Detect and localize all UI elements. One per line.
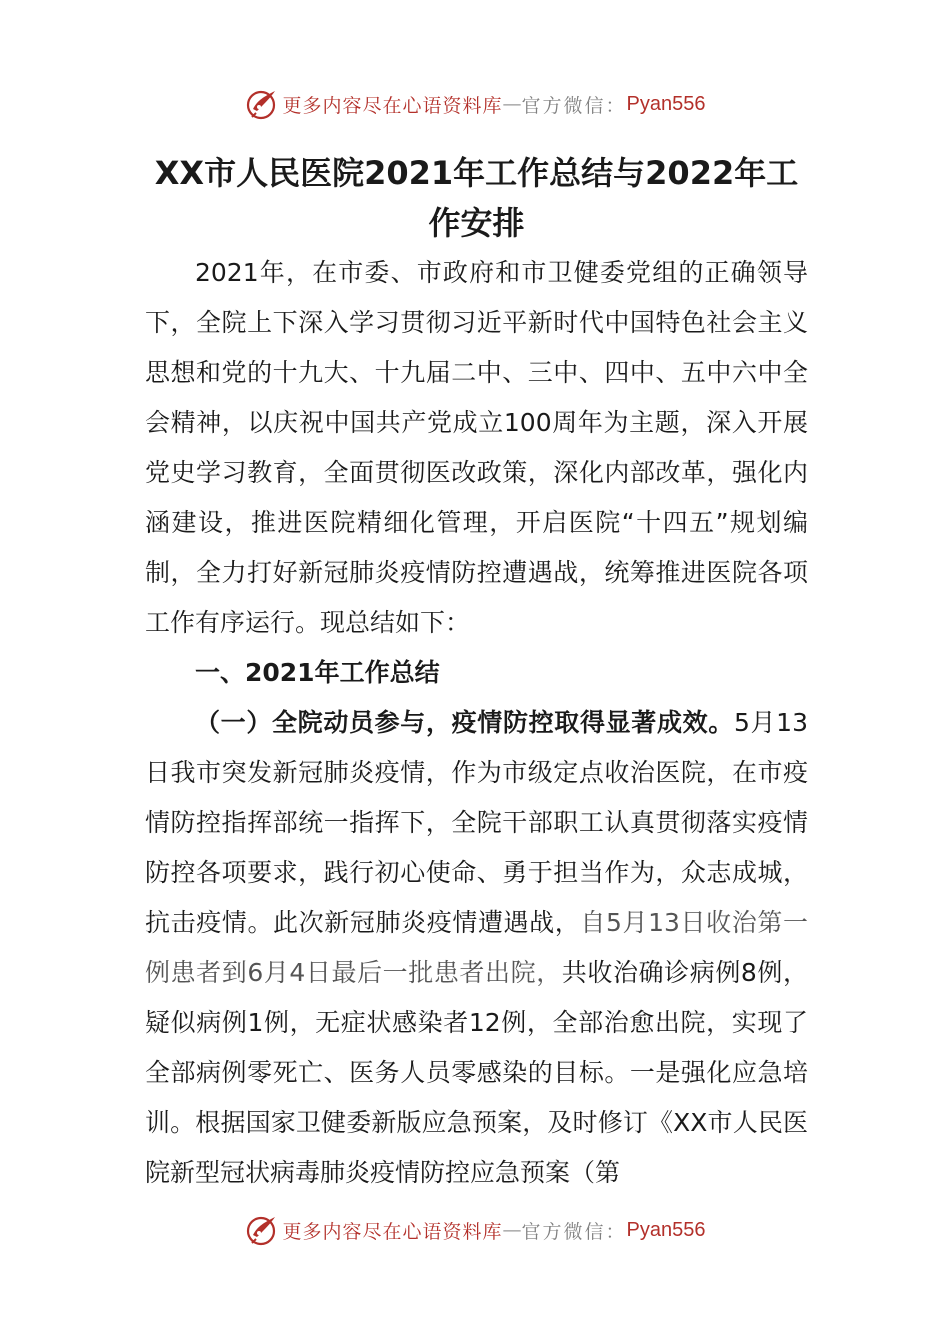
- watermark-wechat-id: Pyan556: [626, 92, 706, 115]
- watermark-separator: —: [502, 93, 522, 115]
- subsection-heading: （一）全院动员参与，疫情防控取得显著成效。: [195, 708, 734, 737]
- watermark-wechat-id: Pyan556: [626, 1218, 706, 1241]
- watermark-label: 官方微信：: [521, 94, 627, 117]
- footer-watermark: [0, 1210, 950, 1250]
- watermark-main-text: 更多内容尽在心语资料库: [282, 1220, 503, 1243]
- watermark-separator: —: [502, 1219, 522, 1241]
- intro-paragraph: 2021年，在市委、市政府和市卫健委党组的正确领导下，全院上下深入学习贯彻习近平新时代中国特色社会主义思想和党的十九大、十九届二中、三中、四中、五中六中全会精神，以庆祝中国共产党成立100周年为主题，深入开展党史学习教育，全面贯彻医改政策，深化内部改革，强化内涵建设，推进医院精细化管理，开启医院“十四五”规划编制，全力打好新冠肺炎疫情防控遭遇战，统筹推进医院各项工作有序运行。现总结如下：: [145, 258, 808, 637]
- document-body: [145, 148, 808, 1198]
- watermark-label: 官方微信：: [521, 1220, 627, 1243]
- header-watermark: [0, 84, 950, 124]
- watermark-main-text: 更多内容尽在心语资料库: [282, 94, 503, 117]
- subsection-text-b: 自5月13日收治第一例患者到6月4日最后一批患者出院，: [145, 908, 808, 987]
- quill-logo-icon: [245, 1213, 279, 1247]
- subsection-text-c: 共收治确诊病例8例，疑似病例1例，无症状感染者12例，全部治愈出院，实现了全部病例零死亡、医务人员零感染的目标。一是强化应急培训。根据国家卫健委新版应急预案，及时修订《XX市人民医院新型冠状病毒肺炎疫情防控应急预案（第: [145, 958, 808, 1187]
- quill-logo-icon: [245, 87, 279, 121]
- subsection-paragraph: [145, 698, 808, 1198]
- document-title: XX市人民医院2021年工作总结与2022年工作安排: [154, 154, 799, 242]
- subsection-text-a: 5月13日我市突发新冠肺炎疫情，作为市级定点收治医院，在市疫情防控指挥部统一指挥下，全院干部职工认真贯彻落实疫情防控各项要求，践行初心使命、勇于担当作为，众志成城，抗击疫情。此次新冠肺炎疫情遭遇战，: [145, 708, 808, 937]
- section-heading: 一、2021年工作总结: [195, 658, 440, 687]
